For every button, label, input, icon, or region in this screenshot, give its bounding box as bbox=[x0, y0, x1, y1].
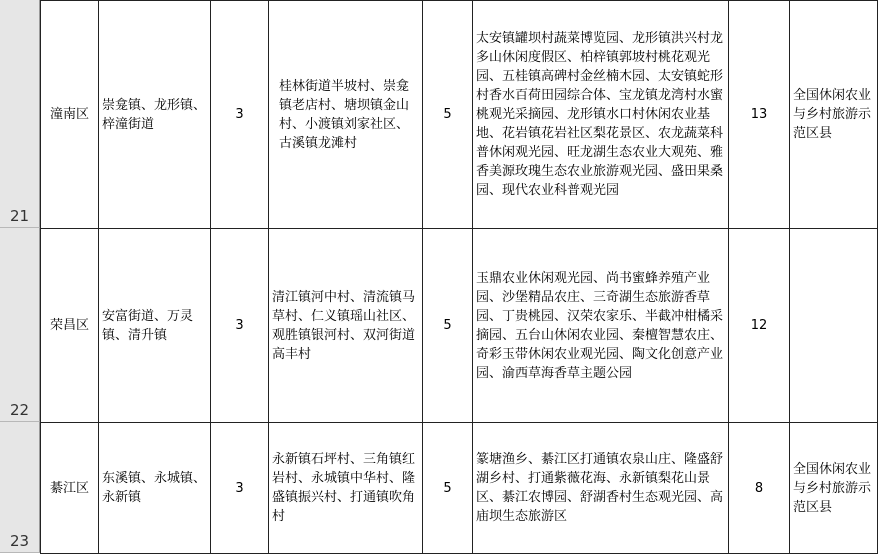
row-number: 23 bbox=[9, 532, 30, 550]
honor-cell[interactable]: 全国休闲农业与乡村旅游示范区县 bbox=[790, 1, 878, 229]
towns-count-cell[interactable]: 3 bbox=[211, 1, 269, 229]
spots-count-cell[interactable]: 13 bbox=[729, 1, 790, 229]
towns-count-cell[interactable]: 3 bbox=[211, 229, 269, 423]
spots-cell[interactable]: 太安镇罐坝村蔬菜博览园、龙形镇洪兴村龙多山休闲度假区、柏梓镇郭坡村桃花观光园、五桂镇高碑村金丝楠木园、太安镇蛇形村香水百荷田园综合体、宝龙镇龙湾村水蜜桃观光采摘园、龙形镇水口村休闲农业基地、花岩镇花岩社区梨花景区、农龙蔬菜科普休闲观光园、旺龙湖生态农业大观苑、雅香美源玫瑰生态农业旅游观光园、盛田果桑园、现代农业科普观光园 bbox=[473, 1, 729, 229]
district-cell[interactable]: 荣昌区 bbox=[41, 229, 99, 423]
spots-count-cell[interactable]: 12 bbox=[729, 229, 790, 423]
villages-cell[interactable]: 清江镇河中村、清流镇马草村、仁义镇瑶山社区、观胜镇银河村、双河街道高丰村 bbox=[269, 229, 423, 423]
villages-count-cell[interactable]: 5 bbox=[423, 1, 473, 229]
row-header-21[interactable] bbox=[0, 0, 40, 228]
honor-cell[interactable] bbox=[790, 229, 878, 423]
spots-cell[interactable]: 玉鼎农业休闲观光园、尚书蜜蜂养殖产业园、沙堡精品农庄、三奇湖生态旅游香草园、丁贵桃园、汉荣农家乐、半截冲柑橘采摘园、五台山休闲农业园、秦檀智慧农庄、奇彩玉带休闲农业观光园、陶文化创意产业园、渝西草海香草主题公园 bbox=[473, 229, 729, 423]
table-row bbox=[41, 229, 878, 423]
row-number: 22 bbox=[9, 401, 30, 419]
spots-cell[interactable]: 篆塘渔乡、綦江区打通镇农泉山庄、隆盛舒湖乡村、打通紫薇花海、永新镇梨花山景区、綦江农博园、舒湖香村生态观光园、高庙坝生态旅游区 bbox=[473, 423, 729, 554]
table-row bbox=[41, 1, 878, 229]
data-table bbox=[40, 0, 878, 554]
spots-count-cell[interactable]: 8 bbox=[729, 423, 790, 554]
villages-count-cell[interactable]: 5 bbox=[423, 229, 473, 423]
towns-count-cell[interactable]: 3 bbox=[211, 423, 269, 554]
row-header-23[interactable] bbox=[0, 422, 40, 553]
towns-cell[interactable]: 崇龛镇、龙形镇、梓潼街道 bbox=[99, 1, 211, 229]
district-cell[interactable]: 綦江区 bbox=[41, 423, 99, 554]
villages-cell[interactable]: 永新镇石坪村、三角镇红岩村、永城镇中华村、隆盛镇振兴村、打通镇吹角村 bbox=[269, 423, 423, 554]
towns-cell[interactable]: 东溪镇、永城镇、永新镇 bbox=[99, 423, 211, 554]
district-cell[interactable]: 潼南区 bbox=[41, 1, 99, 229]
honor-cell[interactable]: 全国休闲农业与乡村旅游示范区县 bbox=[790, 423, 878, 554]
row-header-22[interactable] bbox=[0, 228, 40, 422]
table-row bbox=[41, 423, 878, 554]
villages-count-cell[interactable]: 5 bbox=[423, 423, 473, 554]
row-number: 21 bbox=[9, 207, 30, 225]
villages-cell[interactable]: 桂林街道半坡村、崇龛镇老店村、塘坝镇金山村、小渡镇刘家社区、古溪镇龙滩村 bbox=[269, 1, 423, 229]
towns-cell[interactable]: 安富街道、万灵镇、清升镇 bbox=[99, 229, 211, 423]
